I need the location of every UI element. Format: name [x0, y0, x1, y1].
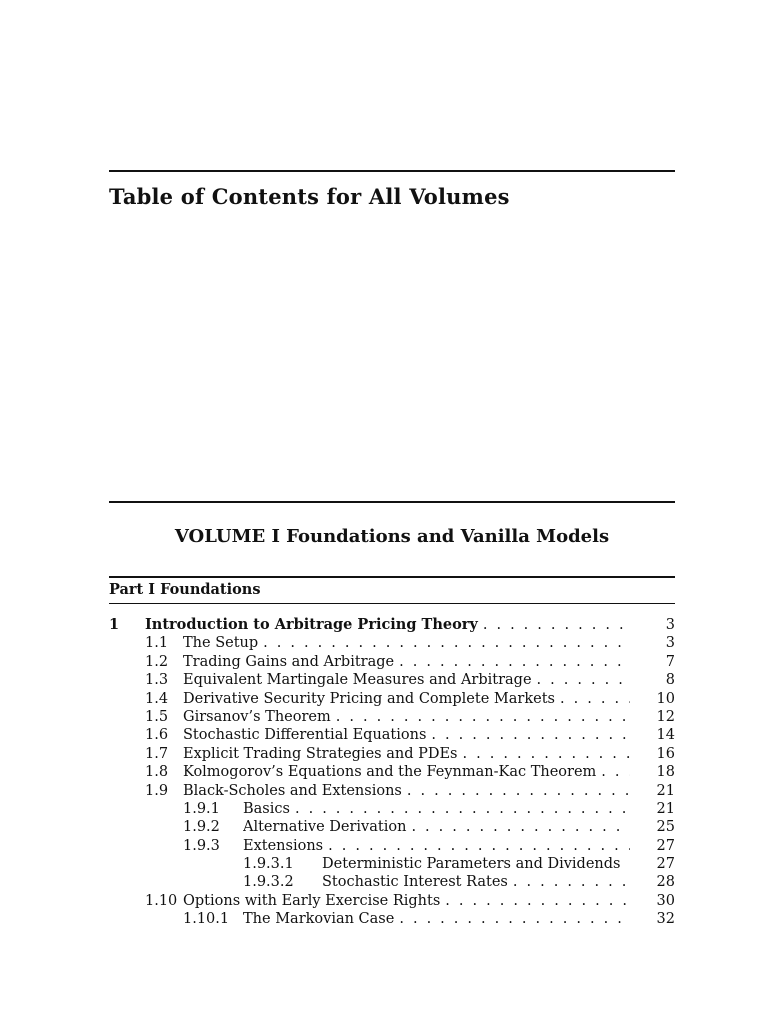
- toc-entry-title-wrap: [243, 800, 630, 818]
- toc-entry-number: 1.10.1: [183, 911, 230, 928]
- toc-entry[interactable]: [109, 873, 675, 891]
- toc-entry[interactable]: [109, 726, 675, 744]
- toc-entry-number: 1: [109, 616, 120, 633]
- part-title: Part I Foundations: [109, 581, 261, 598]
- toc-entry[interactable]: [109, 671, 675, 689]
- toc-entry-number: 1.9.1: [183, 800, 220, 817]
- toc-entry-page-number: 14: [656, 727, 675, 744]
- toc-dot-leader: [445, 892, 630, 910]
- toc-dot-leader: [463, 745, 631, 763]
- toc-entry[interactable]: [109, 818, 675, 836]
- toc-entry-title: Introduction to Arbitrage Pricing Theory: [145, 616, 478, 633]
- toc-entry-number: 1.9.3.1: [243, 856, 294, 873]
- toc-entry-number: 1.4: [145, 690, 169, 707]
- part-top-rule: [109, 576, 675, 578]
- toc-entry-title: The Setup: [183, 635, 259, 652]
- toc-entry[interactable]: [109, 800, 675, 818]
- toc-entry-page-number: 21: [656, 800, 675, 817]
- toc-entry-page-number: 8: [665, 672, 675, 689]
- toc-entry[interactable]: [109, 634, 675, 652]
- toc-entry-page-number: 30: [656, 892, 675, 909]
- toc-entry-page-number: 3: [665, 617, 675, 633]
- toc-dot-leader: [399, 910, 630, 928]
- toc-entry[interactable]: [109, 910, 675, 928]
- top-rule: [109, 170, 675, 172]
- toc-dot-leader: [263, 634, 630, 652]
- toc-entry-page-number: 28: [656, 874, 675, 891]
- toc-dot-leader: [537, 671, 630, 689]
- toc-entry-title-wrap: [183, 726, 630, 744]
- toc-entry-title-wrap: [183, 708, 630, 726]
- toc-entry[interactable]: [109, 690, 675, 708]
- toc-entry-title-wrap: [243, 837, 630, 855]
- toc-entry-title-wrap: [322, 873, 630, 891]
- toc-entry-number: 1.9.2: [183, 819, 220, 836]
- toc-entry-number: 1.7: [145, 745, 169, 762]
- volume-title: VOLUME I Foundations and Vanilla Models: [174, 526, 610, 547]
- toc-entry-page-number: 12: [656, 708, 675, 725]
- toc-entry-number: 1.5: [145, 708, 169, 725]
- toc-entry-title: Basics: [243, 800, 290, 817]
- toc-entry-title: Explicit Trading Strategies and PDEs: [183, 745, 458, 762]
- toc-entry-title-wrap: [243, 818, 630, 836]
- toc-entry-title-wrap: [183, 653, 630, 671]
- toc-dot-leader: [431, 726, 630, 744]
- toc-entry-title: Stochastic Interest Rates: [322, 874, 508, 891]
- toc-entry-page-number: 21: [656, 782, 675, 799]
- toc-entry-title: Options with Early Exercise Rights: [183, 892, 441, 909]
- toc-dot-leader: [513, 873, 630, 891]
- toc-entry-title: Trading Gains and Arbitrage: [183, 653, 395, 670]
- toc-entry-title: Equivalent Martingale Measures and Arbitrage: [183, 672, 532, 689]
- toc-entry-number: 1.6: [145, 727, 169, 744]
- toc-entry-title: Extensions: [243, 837, 324, 854]
- toc-entry-page-number: 18: [656, 764, 675, 781]
- toc-dot-leader: [328, 837, 630, 855]
- toc-entry-title: Deterministic Parameters and Dividends: [322, 856, 621, 873]
- table-of-contents: [109, 616, 675, 929]
- toc-entry-title: Kolmogorov’s Equations and the Feynman-Kac Theorem: [183, 764, 597, 781]
- toc-entry-title-wrap: [145, 616, 630, 634]
- toc-dot-leader: [601, 763, 630, 781]
- toc-entry-title: Derivative Security Pricing and Complete Markets: [183, 690, 555, 707]
- toc-dot-leader: [399, 653, 630, 671]
- toc-entry-title-wrap: [183, 634, 630, 652]
- toc-entry[interactable]: [109, 837, 675, 855]
- toc-entry[interactable]: [109, 653, 675, 671]
- toc-entry[interactable]: [109, 708, 675, 726]
- toc-entry-page-number: 7: [665, 653, 675, 670]
- toc-entry-title-wrap: [183, 782, 630, 800]
- toc-entry-page-number: 25: [656, 819, 675, 836]
- toc-entry-number: 1.1: [145, 635, 169, 652]
- toc-entry-title-wrap: [183, 763, 630, 781]
- toc-entry[interactable]: [109, 745, 675, 763]
- toc-entry-title-wrap: [183, 671, 630, 689]
- toc-entry[interactable]: [109, 855, 675, 873]
- toc-entry-number: 1.9.3: [183, 837, 220, 854]
- toc-dot-leader: [336, 708, 630, 726]
- toc-entry-number: 1.3: [145, 672, 169, 689]
- toc-dot-leader: [407, 782, 630, 800]
- toc-entry-title-wrap: [183, 745, 630, 763]
- toc-entry-number: 1.9.3.2: [243, 874, 294, 891]
- toc-entry-page-number: 27: [656, 837, 675, 854]
- toc-entry-number: 1.10: [145, 892, 178, 909]
- toc-entry-number: 1.2: [145, 653, 169, 670]
- toc-dot-leader: [483, 616, 630, 634]
- toc-entry[interactable]: [109, 892, 675, 910]
- toc-entry-title: Girsanov’s Theorem: [183, 708, 331, 725]
- toc-entry-title: Stochastic Differential Equations: [183, 727, 427, 744]
- toc-entry-page-number: 10: [656, 690, 675, 707]
- toc-entry-title-wrap: [183, 690, 630, 708]
- toc-entry[interactable]: [109, 763, 675, 781]
- toc-dot-leader: [295, 800, 630, 818]
- toc-entry-title-wrap: [243, 910, 630, 928]
- toc-entry-page-number: 3: [665, 635, 675, 652]
- toc-entry-title: Alternative Derivation: [243, 819, 407, 836]
- toc-entry-number: 1.9: [145, 782, 169, 799]
- toc-entry-title-wrap: [183, 892, 630, 910]
- page-title: Table of Contents for All Volumes: [109, 184, 510, 209]
- part-bottom-rule: [109, 603, 675, 604]
- toc-entry-page-number: 27: [656, 856, 675, 873]
- toc-entry-number: 1.8: [145, 764, 169, 781]
- volume-top-rule: [109, 501, 675, 503]
- toc-entry-title: Black-Scholes and Extensions: [183, 782, 402, 799]
- toc-chapter-entry[interactable]: [109, 616, 675, 634]
- toc-entry-title-wrap: [322, 855, 630, 873]
- toc-entry-title: The Markovian Case: [243, 911, 395, 928]
- toc-entry-page-number: 32: [656, 911, 675, 928]
- toc-entry[interactable]: [109, 782, 675, 800]
- toc-dot-leader: [560, 690, 630, 708]
- toc-entry-page-number: 16: [656, 745, 675, 762]
- toc-dot-leader: [411, 818, 630, 836]
